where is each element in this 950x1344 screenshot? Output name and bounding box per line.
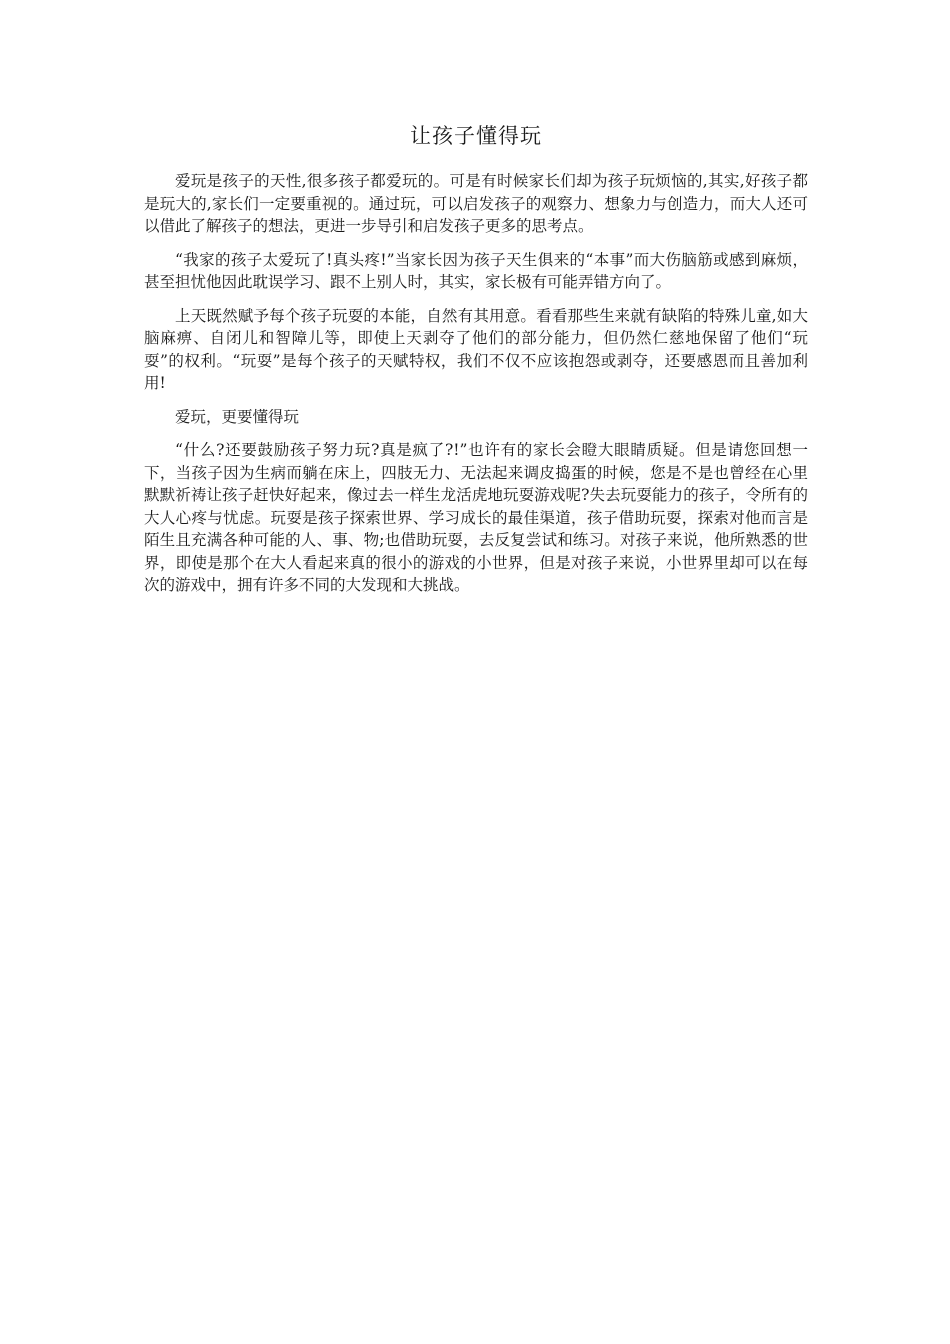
document-title: 让孩子懂得玩: [410, 124, 542, 148]
paragraph-3: 上天既然赋予每个孩子玩耍的本能，自然有其用意。看看那些生来就有缺陷的特殊儿童,如大脑麻痹、自闭儿和智障儿等，即使上天剥夺了他们的部分能力，但仍然仁慈地保留了他们“玩耍”的权利。“玩耍”是每个孩子的天赋特权，我们不仅不应该抱怨或剥夺，还要感恩而且善加利用!: [144, 306, 808, 392]
paragraph-1: 爱玩是孩子的天性,很多孩子都爱玩的。可是有时候家长们却为孩子玩烦恼的,其实,好孩子都是玩大的,家长们一定要重视的。通过玩，可以启发孩子的观察力、想象力与创造力，而大人还可以借此了解孩子的想法，更进一步导引和启发孩子更多的思考点。: [144, 172, 808, 235]
section-heading: 爱玩，更要懂得玩: [175, 407, 300, 426]
document-body: [144, 118, 808, 608]
paragraph-2: “我家的孩子太爱玩了!真头疼!”当家长因为孩子天生俱来的“本事”而大伤脑筋或感到麻烦，甚至担忧他因此耽误学习、跟不上别人时，其实，家长极有可能弄错方向了。: [144, 250, 808, 291]
paragraph-5: “什么?还要鼓励孩子努力玩?真是疯了?!”也许有的家长会瞪大眼睛质疑。但是请您回想一下，当孩子因为生病而躺在床上，四肢无力、无法起来调皮捣蛋的时候，您是不是也曾经在心里默默祈祷让孩子赶快好起来，像过去一样生龙活虎地玩耍游戏呢?失去玩耍能力的孩子，令所有的大人心疼与忧虑。玩耍是孩子探索世界、学习成长的最佳渠道，孩子借助玩耍，探索对他而言是陌生且充满各种可能的人、事、物;也借助玩耍，去反复尝试和练习。对孩子来说，他所熟悉的世界，即使是那个在大人看起来真的很小的游戏的小世界，但是对孩子来说，小世界里却可以在每次的游戏中，拥有许多不同的大发现和大挑战。: [144, 441, 808, 594]
